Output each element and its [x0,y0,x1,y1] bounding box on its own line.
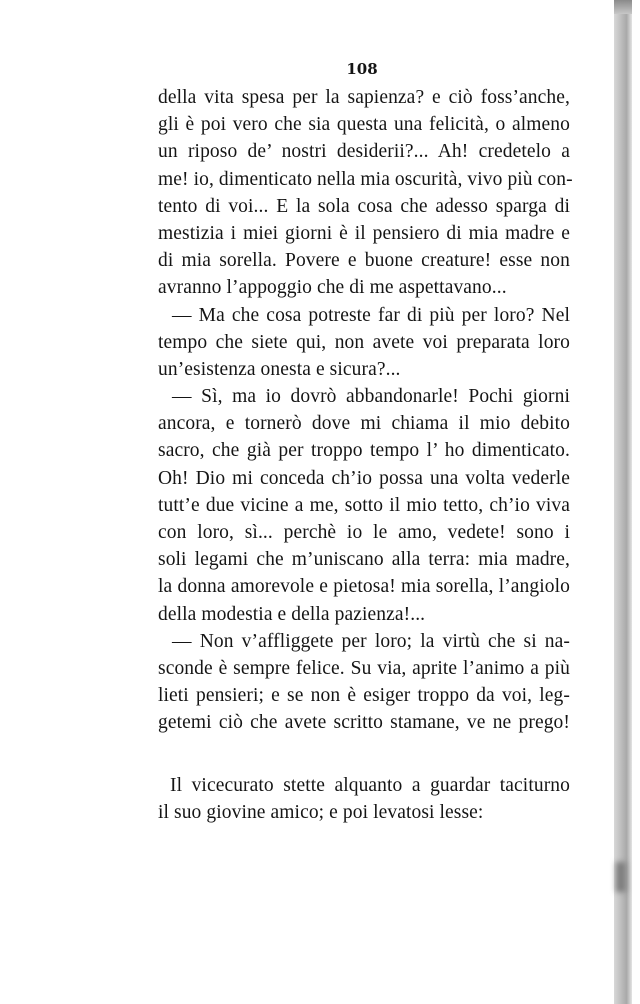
text-line: gli è poi vero che sia questa una felicità, o almeno [158,114,570,136]
paragraph-3 [158,383,570,628]
text-line: me! io, dimenticato nella mia oscurità, vivo più con- [158,168,573,190]
text-line: della modestia e della pazienza!... [158,603,426,625]
text-line: soli legami che m’uniscano alla terra: mia madre, [158,549,570,571]
paragraph-5 [158,772,570,826]
text-line: getemi ciò che avete scritto stamane, ve ne prego! [158,712,570,734]
text-line: ancora, e tornerò dove mi chiama il mio debito [158,413,570,435]
text-line: con loro, sì... perchè io le amo, vedete! sono i [158,522,570,543]
page-body-text [158,84,573,826]
text-line: — Non v’affliggete per loro; la virtù che si na- [172,630,570,652]
text-line: il suo giovine amico; e poi levatosi lesse: [158,801,484,823]
page-edge-shadow [614,0,632,1004]
text-line: Oh! Dio mi conceda ch’io possa una volta vederle [158,467,570,489]
text-line: tento di voi... E la sola cosa che adesso sparga di [158,195,570,217]
paragraph-gap [158,737,570,772]
text-line: un riposo de’ nostri desiderii?... Ah! credetelo a [158,141,570,163]
text-line: di mia sorella. Povere e buone creature! esse non [158,250,570,272]
text-line: sconde è sempre felice. Su via, aprite l’animo a più [158,657,570,679]
text-line: la donna amorevole e pietosa! mia sorella, l’angiolo [158,576,570,598]
text-line: Il vicecurato stette alquanto a guardar taciturno [170,774,570,796]
paragraph-4 [158,628,570,737]
page-number: 108 [346,60,378,78]
paragraph-1 [158,84,573,302]
paragraph-2 [158,302,570,384]
text-line: tutt’e due vicine a me, sotto il mio tetto, ch’io viva [158,494,570,516]
text-line: — Ma che cosa potreste far di più per loro? Nel [172,304,570,326]
text-line: avranno l’appoggio che di me aspettavano... [158,277,507,299]
text-line: un’esistenza onesta e sicura?... [158,358,401,380]
text-line: tempo che siete qui, non avete voi preparata loro [158,331,570,353]
text-line: mestizia i miei giorni è il pensiero di mia madre e [158,222,570,244]
text-line: della vita spesa per la sapienza? e ciò foss’anche, [158,87,570,108]
text-line: sacro, che già per troppo tempo l’ ho dimenticato. [158,440,570,462]
text-line: lieti pensieri; e se non è esiger troppo da voi, leg- [158,685,570,707]
text-line: — Sì, ma io dovrò abbandonarle! Pochi giorni [172,386,570,408]
